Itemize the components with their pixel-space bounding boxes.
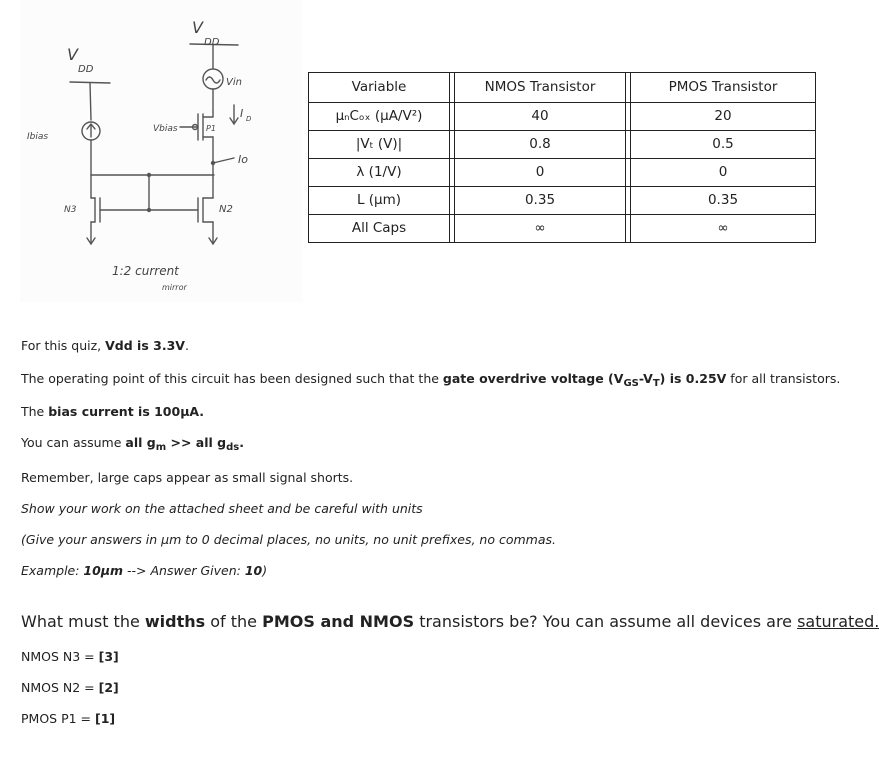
example-note: Example: 10μm --> Answer Given: 10): [21, 563, 268, 578]
show-work-note: Show your work on the attached sheet and be careful with units: [21, 501, 423, 516]
header-variable: Variable: [351, 79, 407, 95]
junction-dot: [147, 208, 151, 212]
header-pmos: PMOS Transistor: [668, 79, 778, 95]
row-pmos-value: 0.35: [707, 192, 739, 208]
junction-dot: [147, 173, 151, 177]
id-sub: D: [246, 115, 252, 123]
n2-label: N2: [219, 204, 233, 215]
vdd-left-sub: DD: [78, 64, 94, 75]
row-variable: L (μm): [356, 192, 402, 208]
row-variable: |Vₜ (V)|: [355, 136, 403, 152]
row-pmos-value: 0.5: [712, 136, 734, 152]
question-text: What must the widths of the PMOS and NMOS transistors be? You can assume all devices are saturated.: [21, 612, 879, 631]
output-junction-dot: [211, 161, 215, 165]
answer-n2-blank[interactable]: [2]: [98, 680, 119, 695]
row-pmos-value: 20: [714, 108, 732, 124]
table-row: [309, 159, 816, 187]
caps-note: Remember, large caps appear as small signal shorts.: [21, 470, 354, 485]
answer-n3-label: NMOS N3 =: [21, 649, 99, 664]
p1-label: P1: [206, 124, 216, 133]
answer-p1-blank[interactable]: [1]: [94, 711, 116, 726]
parameter-table: [308, 72, 816, 243]
mirror-label-line1: 1:2 current: [112, 264, 179, 278]
sketch-background: [20, 0, 302, 302]
n3-label: N3: [64, 205, 77, 215]
row-nmos-value: 0: [535, 164, 545, 180]
table-row: [309, 215, 816, 243]
answer-n3-blank[interactable]: [3]: [98, 649, 119, 664]
operating-point-statement: The operating point of this circuit has been designed such that the gate overdrive voltage $(V_{GS}-V_T)$ is 0.25V for all transistors.: [21, 371, 841, 389]
vin-label: Vin: [226, 77, 242, 88]
row-pmos-value: 0: [718, 164, 728, 180]
vdd-statement: For this quiz, Vdd is 3.3V.: [21, 338, 189, 353]
row-nmos-value: 0.35: [524, 192, 556, 208]
answer-p1: [21, 711, 115, 726]
table-row: [309, 103, 816, 131]
vdd-right-sub: DD: [204, 37, 220, 48]
table-row: [309, 131, 816, 159]
io-label: Io: [238, 153, 248, 166]
answer-n2-label: NMOS N2 =: [21, 680, 99, 695]
ibias-label: Ibias: [27, 132, 49, 142]
vdd-right-label: V: [192, 18, 203, 37]
row-variable: μₙCₒₓ (μA/V²): [335, 108, 423, 124]
table-header-row: [309, 73, 816, 103]
vbias-label: Vbias: [153, 124, 178, 134]
row-nmos-value: 0.8: [529, 136, 551, 152]
header-nmos: NMOS Transistor: [484, 79, 596, 95]
vdd-value: Vdd is 3.3V: [105, 338, 185, 353]
id-label: I: [240, 107, 244, 120]
row-nmos-value: 40: [531, 108, 549, 124]
answer-format-note: (Give your answers in μm to 0 decimal places, no units, no unit prefixes, no commas.: [21, 532, 556, 547]
answer-n3: [21, 649, 119, 664]
gm-gds-statement: You can assume all $g_m$ >> all $g_{ds}$.: [21, 435, 244, 453]
row-variable: λ (1/V): [356, 164, 402, 180]
left-vdd-wire: [90, 83, 91, 120]
bias-current-statement: The bias current is 100μA.: [21, 404, 205, 419]
row-pmos-value: ∞: [717, 220, 729, 236]
vdd-left-label: V: [67, 45, 78, 64]
row-nmos-value: ∞: [534, 220, 546, 236]
answer-n2: [21, 680, 119, 695]
table-row: [309, 187, 816, 215]
circuit-sketch: [20, 0, 302, 302]
row-variable: All Caps: [351, 220, 407, 236]
mirror-label-line2: mirror: [162, 283, 187, 292]
answer-p1-label: PMOS P1 =: [21, 711, 95, 726]
